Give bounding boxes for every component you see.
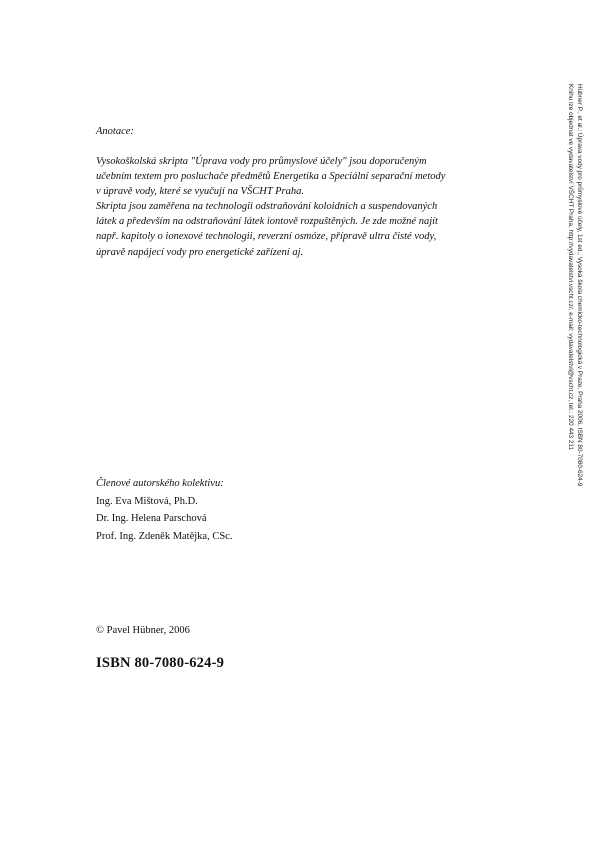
isbn: ISBN 80-7080-624-9 <box>96 655 225 671</box>
annotation-line: v úpravě vody, které se vyučují na VŠCHT Praha. <box>96 186 305 198</box>
authors-label: Členové autorského kolektivu: <box>96 478 224 489</box>
author-list <box>96 475 232 545</box>
side-citation <box>566 84 583 604</box>
annotation-label: Anotace: <box>96 126 134 137</box>
annotation-text <box>96 154 516 260</box>
order-info-line: Knihu lze objednat ve vydavatelství VŠCHT Praha, http://vydavatelstvi.vscht.cz/, e-mail: vydavatelstvi@vscht.cz, tel.: 220 443 211 <box>567 84 575 451</box>
author-name: Ing. Eva Mištová, Ph.D. <box>96 495 198 507</box>
annotation-line: látek a především na odstraňování látek iontově rozpuštěných. Je zde možné najít <box>96 216 438 228</box>
annotation-line: učebním textem pro posluchače předmětů Energetika a Speciální separační metody <box>96 171 446 183</box>
annotation-line: Vysokoškolská skripta "Úprava vody pro průmyslové účely" jsou doporučeným <box>96 156 427 167</box>
annotation-line: Skripta jsou zaměřena na technologii odstraňování koloidních a suspendovaných <box>96 201 438 213</box>
annotation-line: např. kapitoly o ionexové technologii, reverzní osmóze, přípravě ultra čisté vody, <box>96 231 437 243</box>
copyright-notice: © Pavel Hübner, 2006 <box>96 625 190 636</box>
author-name: Dr. Ing. Helena Parschová <box>96 513 207 524</box>
citation-line: Hübner P., et al.: Úprava vody pro průmyslové účely, 1st ed., Vysoká škola chemicko-technologická v Praze, Praha 2006, ISBN 80-7080-624-9 <box>576 84 583 487</box>
annotation-line: úpravě napájecí vody pro energetické zařízení aj. <box>96 246 304 258</box>
author-name: Prof. Ing. Zdeněk Matějka, CSc. <box>96 530 233 542</box>
